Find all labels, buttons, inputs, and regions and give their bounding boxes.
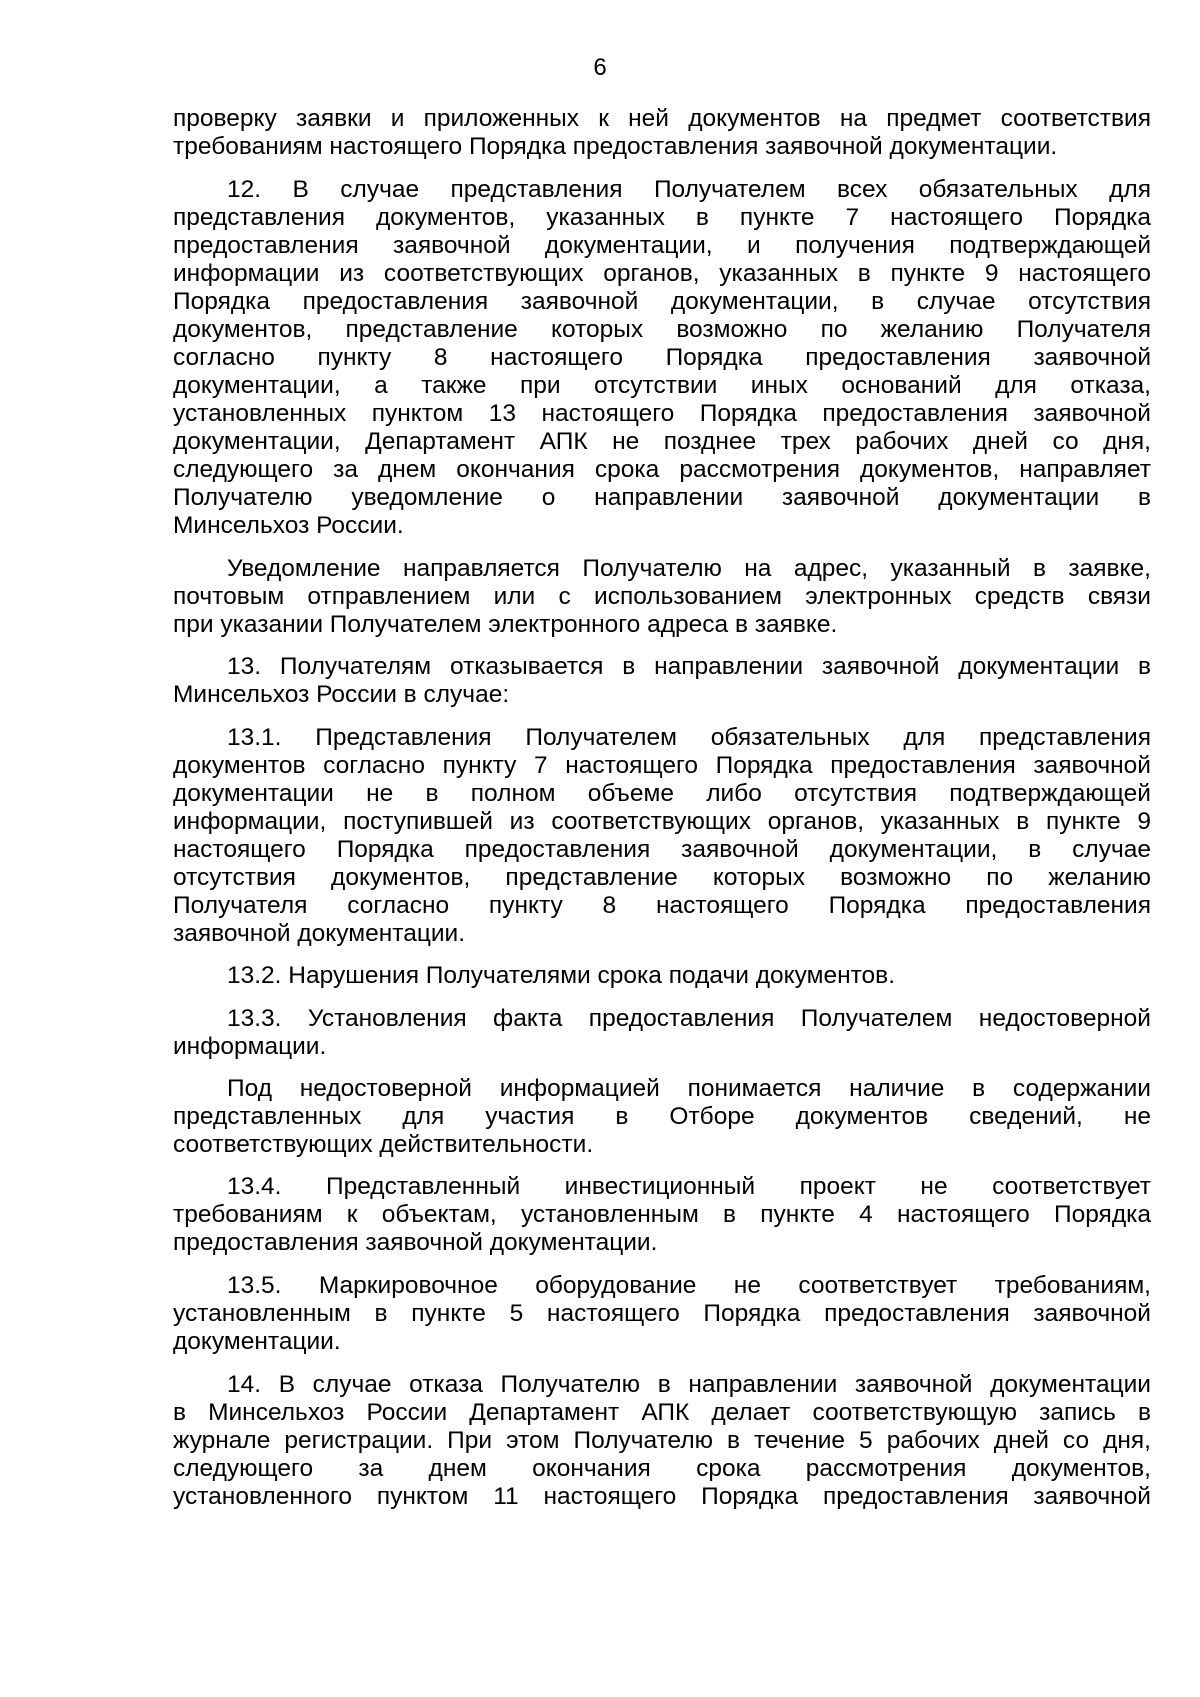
text-line: 12. В случае представления Получателем всех обязательных для [227,176,1151,203]
text-line: почтовым отправлением или с использованием электронных средств связи [173,583,1151,610]
text-line: настоящего Порядка предоставления заявочной документации, в случае [173,836,1151,863]
text-line: 13. Получателям отказывается в направлении заявочной документации в [227,653,1151,680]
text-line: установленным в пункте 5 настоящего Порядка предоставления заявочной [173,1300,1151,1327]
text-line: Минсельхоз России. [173,512,404,539]
text-line: 13.1. Представления Получателем обязательных для представления [227,724,1151,751]
text-line: следующего за днем окончания срока рассмотрения документов, [173,1455,1151,1482]
text-line: Под недостоверной информацией понимается наличие в содержании [227,1075,1151,1102]
text-line: соответствующих действительности. [173,1131,594,1158]
text-line: требованиям настоящего Порядка предоставления заявочной документации. [173,133,1058,160]
text-line: документов, представление которых возможно по желанию Получателя [173,316,1151,343]
text-line: документации, Департамент АПК не позднее трех рабочих дней со дня, [173,428,1151,455]
text-line: Получателю уведомление о направлении заявочной документации в [173,484,1151,511]
text-line: информации, поступившей из соответствующих органов, указанных в пункте 9 [173,808,1151,835]
text-line: 13.5. Маркировочное оборудование не соответствует требованиям, [227,1272,1151,1299]
text-line: предоставления заявочной документации, и получения подтверждающей [173,232,1151,259]
text-line: представленных для участия в Отборе документов сведений, не [173,1103,1151,1130]
text-line: требованиям к объектам, установленным в пункте 4 настоящего Порядка [173,1201,1151,1228]
text-line: информации. [173,1033,327,1060]
text-line: 13.3. Установления факта предоставления Получателем недостоверной [227,1005,1151,1032]
page-number: 6 [593,54,607,81]
text-line: журнале регистрации. При этом Получателю в течение 5 рабочих дней со дня, [173,1427,1151,1454]
text-line: представления документов, указанных в пункте 7 настоящего Порядка [173,204,1151,231]
text-line: документов согласно пункту 7 настоящего Порядка предоставления заявочной [173,752,1151,779]
text-line: Порядка предоставления заявочной документации, в случае отсутствия [173,288,1151,315]
text-line: 13.2. Нарушения Получателями срока подачи документов. [227,962,896,989]
text-line: следующего за днем окончания срока рассмотрения документов, направляет [173,456,1151,483]
text-line: Получателя согласно пункту 8 настоящего Порядка предоставления [173,892,1151,919]
text-line: Уведомление направляется Получателю на адрес, указанный в заявке, [227,555,1151,582]
text-line: предоставления заявочной документации. [173,1229,658,1256]
text-line: документации, а также при отсутствии иных оснований для отказа, [173,372,1151,399]
text-line: установленных пунктом 13 настоящего Порядка предоставления заявочной [173,400,1151,427]
text-line: 13.4. Представленный инвестиционный проект не соответствует [227,1173,1151,1200]
text-line: проверку заявки и приложенных к ней документов на предмет соответствия [173,105,1151,132]
text-line: информации из соответствующих органов, указанных в пункте 9 настоящего [173,260,1151,287]
text-line: установленного пунктом 11 настоящего Порядка предоставления заявочной [173,1483,1151,1510]
text-line: заявочной документации. [173,920,466,947]
text-line: отсутствия документов, представление которых возможно по желанию [173,864,1151,891]
text-line: Минсельхоз России в случае: [173,681,510,708]
text-line: при указании Получателем электронного адреса в заявке. [173,611,838,638]
text-line: 14. В случае отказа Получателю в направлении заявочной документации [227,1371,1151,1398]
text-line: документации. [173,1328,341,1355]
text-line: в Минсельхоз России Департамент АПК делает соответствующую запись в [173,1399,1151,1426]
text-line: согласно пункту 8 настоящего Порядка предоставления заявочной [173,344,1151,371]
text-line: документации не в полном объеме либо отсутствия подтверждающей [173,780,1151,807]
